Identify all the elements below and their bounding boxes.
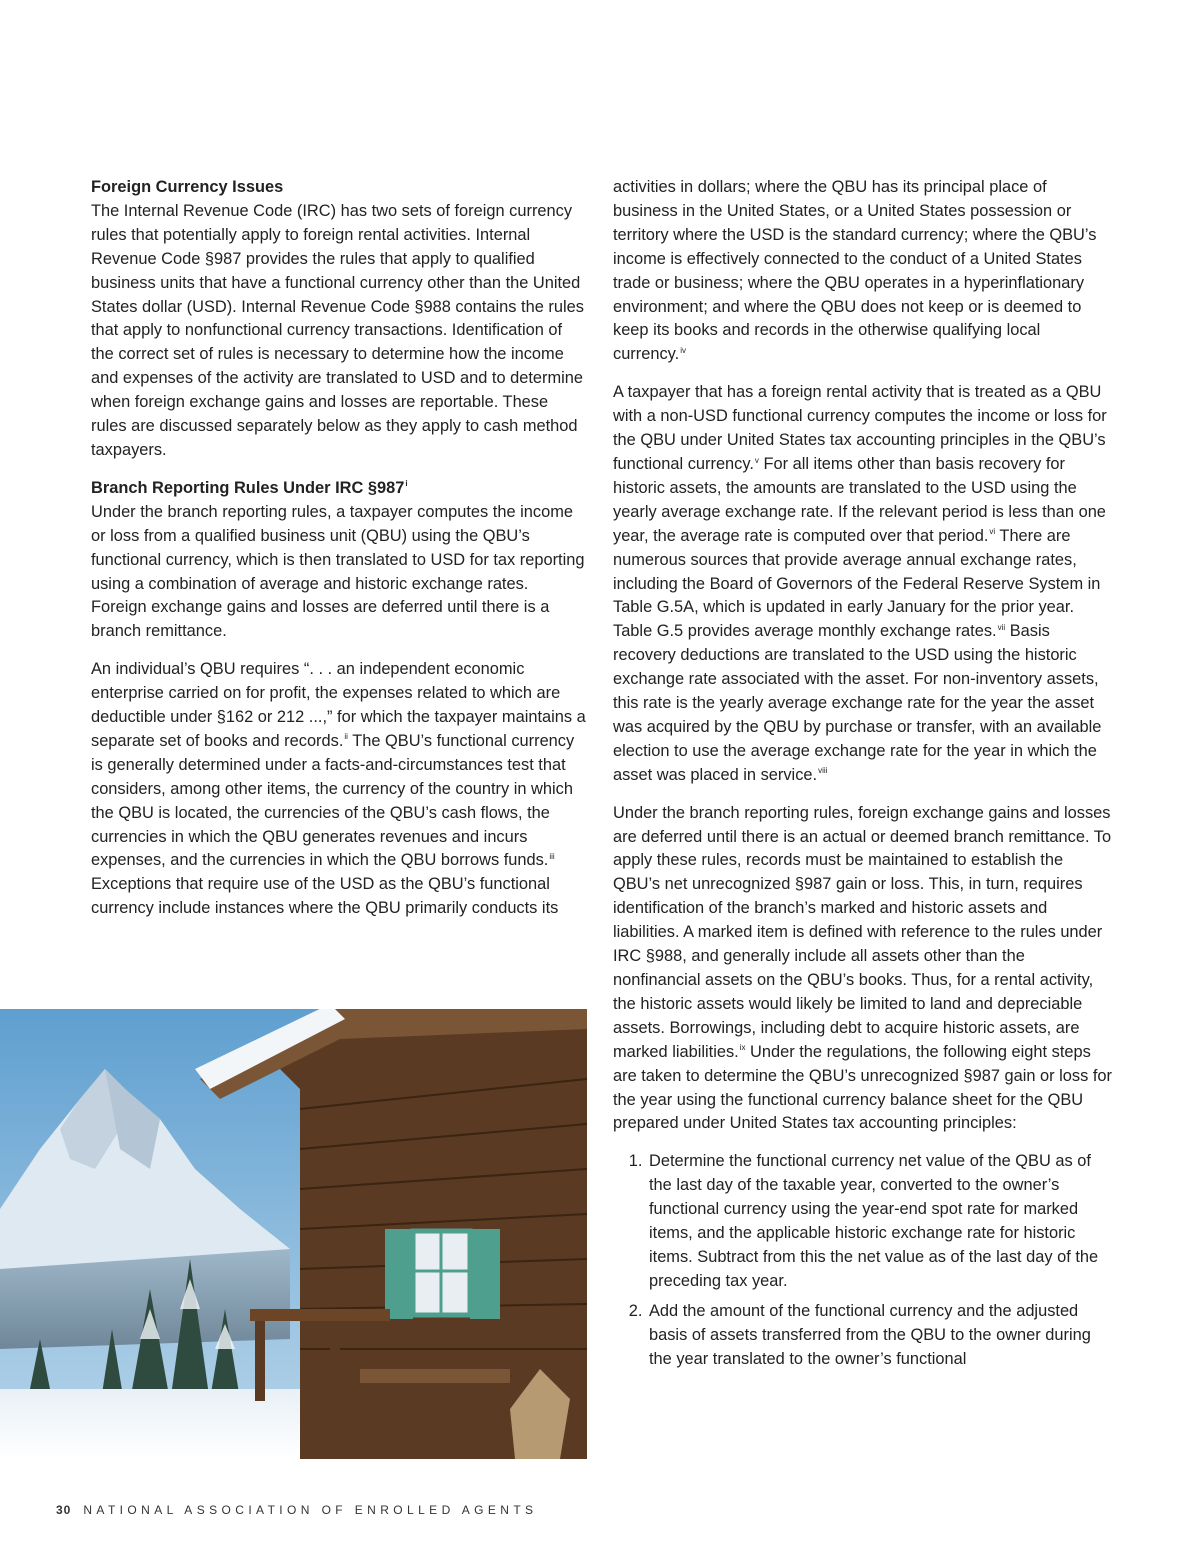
paragraph	[613, 802, 1113, 1137]
heading-branch-reporting-rules	[91, 477, 588, 501]
text-run: For all items other than basis recovery for historic assets, the amounts are translated to the USD using the yearly average exchange rate. If the relevant period is less than one year, the average rate is computed over that period.	[613, 454, 1106, 545]
endnote-marker: ix	[739, 1043, 746, 1053]
text-run: Under the regulations, the following eight steps are taken to determine the QBU’s unrecognized §987 gain or loss for the year using the functional currency balance sheet for the QBU prepared under United States tax accounting principles:	[613, 1042, 1112, 1133]
right-column	[613, 176, 1113, 1378]
list-item: 2. Add the amount of the functional currency and the adjusted basis of assets transferred from the QBU to the owner during the year translated to the owner’s functional	[647, 1300, 1113, 1372]
text-run: The QBU’s functional currency is generally determined under a facts-and-circumstances test that considers, among other items, the currency of the country in which the QBU is located, the currencies of the QBU’s cash flows, the currencies in which the QBU generates revenues and incurs expenses, and the currencies in which the QBU borrows funds.	[91, 731, 575, 870]
endnote-marker: vi	[989, 527, 996, 537]
text-run: activities in dollars; where the QBU has its principal place of business in the United States, or a United States possession or territory where the USD is the standard currency; where the QBU’s income is effectively connected to the conduct of a United States trade or business; where the QBU operates in a hyperinflationary environment; and where the QBU does not keep or is deemed to keep its books and records in the otherwise qualifying local currency.	[613, 178, 1097, 364]
publication-name: NATIONAL ASSOCIATION OF ENROLLED AGENTS	[83, 1503, 538, 1517]
text-run: Under the branch reporting rules, foreign exchange gains and losses are deferred until there is an actual or deemed branch remittance. To apply these rules, records must be maintained to establish the QBU’s net unrecognized §987 gain or loss. This, in turn, requires identification of the branch’s marked and historic assets and liabilities. A marked item is defined with reference to the rules under IRC §988, and generally include all assets other than the nonfinancial assets on the QBU’s books. Thus, for a rental activity, the historic assets would likely be limited to land and depreciable assets. Borrowings, including debt to acquire historic assets, are marked liabilities.	[613, 803, 1112, 1061]
endnote-marker: i	[405, 479, 408, 489]
page-number: 30	[56, 1503, 72, 1517]
text-run: An individual’s QBU requires “. . . an independent economic enterprise carried on for profit, the expenses related to which are deductible under §162 or 212 ...,” for which the taxpayer maintains a separate set of books and records.	[91, 660, 586, 750]
steps-list	[613, 1150, 1113, 1371]
text-run: There are numerous sources that provide average annual exchange rates, including the Board of Governors of the Federal Reserve System in Table G.5A, which is updated in early January for the prior year. Table G.5 provides average monthly exchange rates.	[613, 526, 1101, 641]
endnote-marker: iv	[680, 345, 686, 355]
paragraph: Under the branch reporting rules, a taxpayer computes the income or loss from a qualified business unit (QBU) using the QBU’s functional currency, which is then translated to USD for tax reporting using a combination of average and historic exchange rates. Foreign exchange gains and losses are deferred until there is a branch remittance.	[91, 502, 585, 641]
paragraph	[613, 176, 1113, 367]
text-run: A taxpayer that has a foreign rental activity that is treated as a QBU with a non-USD functional currency computes the income or loss for the QBU under United States tax accounting principles in the QBU’s functional currency.	[613, 383, 1107, 473]
text-run: Basis recovery deductions are translated to the USD using the historic exchange rate associated with the asset. For non-inventory assets, this rate is the yearly average exchange rate for the year the asset was acquired by the QBU by purchase or transfer, with an available election to use the average exchange rate for the year in which the asset was placed in service.	[613, 622, 1102, 784]
left-column	[91, 176, 588, 935]
list-item: 1. Determine the functional currency net value of the QBU as of the last day of the taxable year, converted to the owner’s functional currency using the year-end spot rate for marked items, and the applicable historic exchange rate for historic items. Subtract from this the net value as of the last day of the preceding tax year.	[647, 1150, 1113, 1293]
text-run: Exceptions that require use of the USD as the QBU’s functional currency include instances where the QBU primarily conducts its	[91, 875, 559, 918]
endnote-marker: ii	[344, 732, 348, 742]
paragraph	[613, 381, 1113, 787]
heading-foreign-currency-issues: Foreign Currency Issues	[91, 178, 284, 196]
page-footer	[56, 1503, 537, 1517]
heading-text: Branch Reporting Rules Under IRC §987	[91, 478, 405, 497]
endnote-marker: v	[754, 455, 759, 465]
paragraph: The Internal Revenue Code (IRC) has two sets of foreign currency rules that potentially apply to foreign rental activities. Internal Revenue Code §987 provides the rules that apply to qualified business units that have a functional currency other than the United States dollar (USD). Internal Revenue Code §988 contains the rules that apply to nonfunctional currency transactions. Identification of the correct set of rules is necessary to determine how the income and expenses of the activity are translated to USD and to determine when foreign exchange gains and losses are reportable. These rules are discussed separately below as they apply to cash method taxpayers.	[91, 201, 584, 459]
endnote-marker: iii	[549, 852, 555, 861]
mountain-cabin-photo	[0, 1009, 587, 1459]
paragraph	[91, 658, 588, 921]
endnote-marker: vii	[997, 622, 1006, 632]
endnote-marker: viii	[818, 766, 828, 776]
